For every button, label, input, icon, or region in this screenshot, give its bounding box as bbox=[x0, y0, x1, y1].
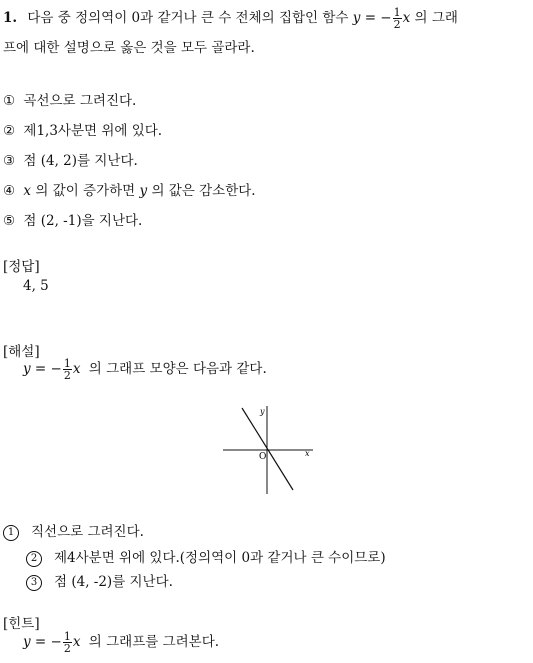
hint-label: [힌트] bbox=[3, 616, 40, 632]
answer-label: [정답] bbox=[3, 259, 40, 275]
option-1: ① 곡선으로 그려진다. bbox=[3, 93, 137, 109]
eq-equals: = − bbox=[360, 10, 392, 26]
function-graph bbox=[220, 404, 330, 496]
question-line-2: 프에 대한 설명으로 옳은 것을 모두 골라라. bbox=[3, 40, 255, 56]
solution-equation-line: y = − $\frac{1}{2}$ x 의 그래프 모양은 다음과 같다. bbox=[23, 357, 267, 382]
question-line-1 bbox=[3, 6, 458, 30]
question-text-post: 의 그래 bbox=[414, 10, 458, 26]
eq-x: x bbox=[402, 10, 411, 26]
solution-item-1: 1 직선으로 그려진다. bbox=[3, 520, 144, 541]
option-4: ④ x 의 값이 증가하면 y 의 값은 감소한다. bbox=[3, 183, 256, 199]
solution-label: [해설] bbox=[3, 344, 40, 360]
axis-label-y: y bbox=[260, 407, 265, 416]
eq-y: y bbox=[352, 10, 361, 26]
solution-item-3: 3 점 (4, -2)를 지난다. bbox=[26, 570, 173, 591]
hint-fraction: $\frac{1}{2}$ bbox=[63, 630, 71, 655]
option-3: ③ 점 (4, 2)를 지난다. bbox=[3, 153, 138, 169]
solution-fraction: $\frac{1}{2}$ bbox=[63, 357, 71, 382]
answer-value: 4, 5 bbox=[23, 278, 49, 294]
question-number: 1. bbox=[3, 10, 18, 26]
hint-equation-line: y = − $\frac{1}{2}$ x 의 그래프를 그려본다. bbox=[23, 630, 220, 655]
question-text-pre: 다음 중 정의역이 0과 같거나 큰 수 전체의 집합인 함수 bbox=[27, 10, 349, 26]
eq-fraction: $\frac{1}{2}$ bbox=[393, 6, 401, 31]
option-5: ⑤ 점 (2, -1)을 지난다. bbox=[3, 213, 143, 229]
option-2: ② 제1,3사분면 위에 있다. bbox=[3, 123, 163, 139]
solution-item-2: 2 제4사분면 위에 있다.(정의역이 0과 같거나 큰 수이므로) bbox=[26, 546, 386, 567]
origin-label: O bbox=[259, 452, 267, 462]
axis-label-x: x bbox=[305, 449, 310, 458]
